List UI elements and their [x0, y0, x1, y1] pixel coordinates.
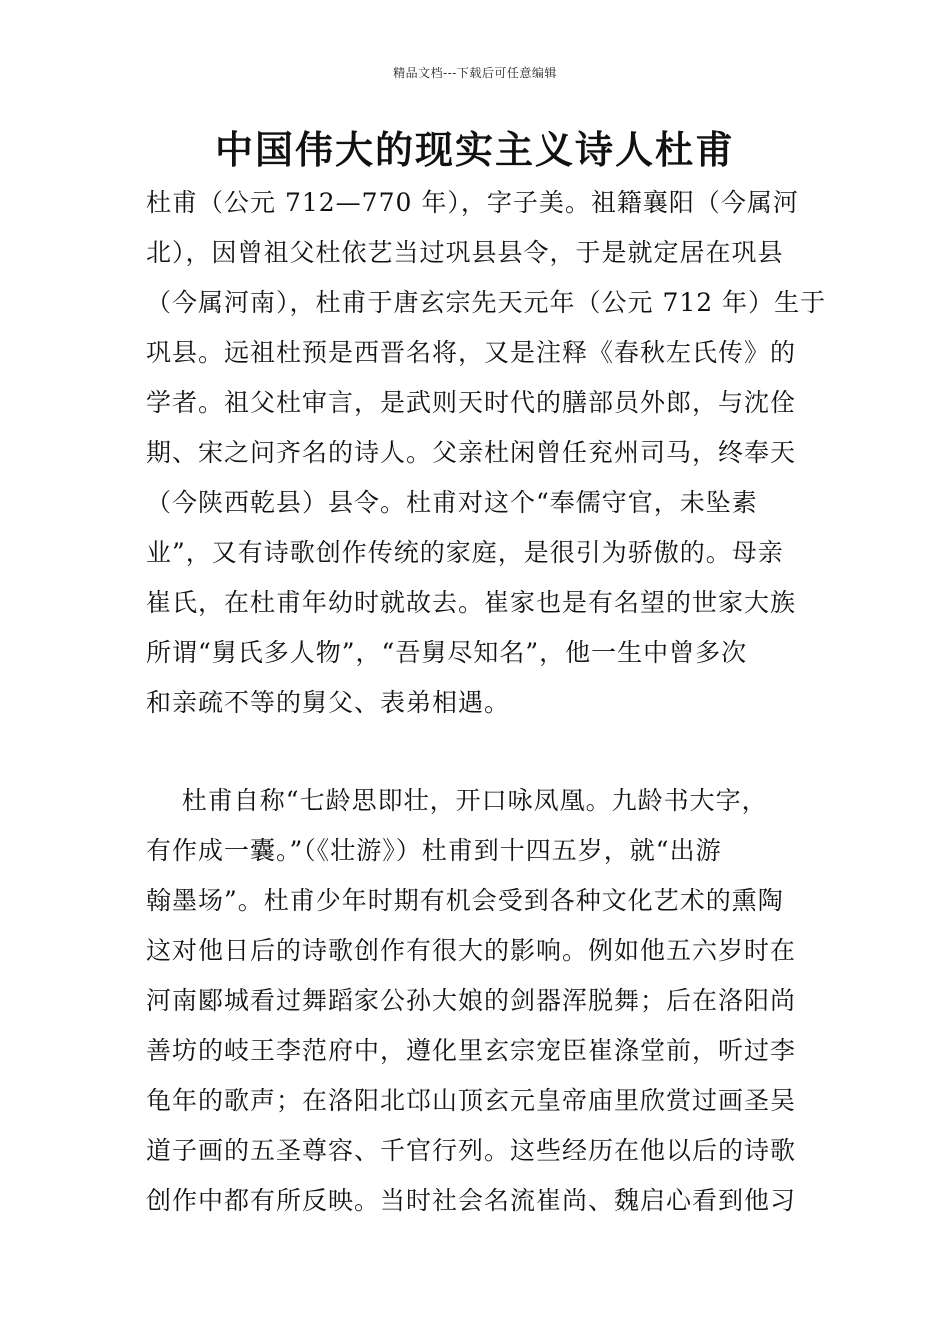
text-line: 有作成一囊。”（《壮游》）杜甫到十四五岁，就“出游 [146, 836, 722, 865]
text-line: 北），因曾祖父杜依艺当过巩县县令，于是就定居在巩县 [146, 238, 784, 267]
text-line: 这对他日后的诗歌创作有很大的影响。例如他五六岁时在 [146, 936, 797, 965]
text-line: （今陕西乾县）县令。杜甫对这个“奉儒守官，未坠素 [146, 488, 758, 517]
text-line: 和亲疏不等的舅父、表弟相遇。 [146, 688, 511, 717]
text-line: （今属河南），杜甫于唐玄宗先天元年（公元 712 年）生于 [146, 288, 827, 317]
text-line: 龟年的歌声；在洛阳北邙山顶玄元皇帝庙里欣赏过画圣吴 [146, 1086, 797, 1115]
text-line: 所谓“舅氏多人物”，“吾舅尽知名”，他一生中曾多次 [146, 638, 748, 667]
text-line: 学者。祖父杜审言，是武则天时代的膳部员外郎，与沈佺 [146, 388, 797, 417]
text-line: 期、宋之问齐名的诗人。父亲杜闲曾任兖州司马，终奉天 [146, 438, 797, 467]
text-line: 善坊的岐王李范府中，遵化里玄宗宠臣崔涤堂前，听过李 [146, 1036, 797, 1065]
text-line: 创作中都有所反映。当时社会名流崔尚、魏启心看到他习 [146, 1186, 797, 1215]
text-line: 杜甫自称“七龄思即壮，开口咏凤凰。九龄书大字， [146, 786, 768, 815]
paragraph-1 [146, 178, 826, 728]
paragraph-2 [146, 776, 826, 1226]
text-line: 崔氏，在杜甫年幼时就故去。崔家也是有名望的世家大族 [146, 588, 797, 617]
document-title: 中国伟大的现实主义诗人杜甫 [214, 128, 735, 172]
text-line: 道子画的五圣尊容、千官行列。这些经历在他以后的诗歌 [146, 1136, 797, 1165]
page-header: 精品文档---下载后可任意编辑 [393, 66, 557, 80]
text-line: 巩县。远祖杜预是西晋名将，又是注释《春秋左氏传》的 [146, 338, 797, 367]
text-line: 业”，又有诗歌创作传统的家庭，是很引为骄傲的。母亲 [146, 538, 784, 567]
text-line: 翰墨场”。杜甫少年时期有机会受到各种文化艺术的熏陶 [146, 886, 784, 915]
text-line: 河南郾城看过舞蹈家公孙大娘的剑器浑脱舞；后在洛阳尚 [146, 986, 797, 1015]
text-line: 杜甫（公元 712—770 年），字子美。祖籍襄阳（今属河 [146, 188, 799, 217]
